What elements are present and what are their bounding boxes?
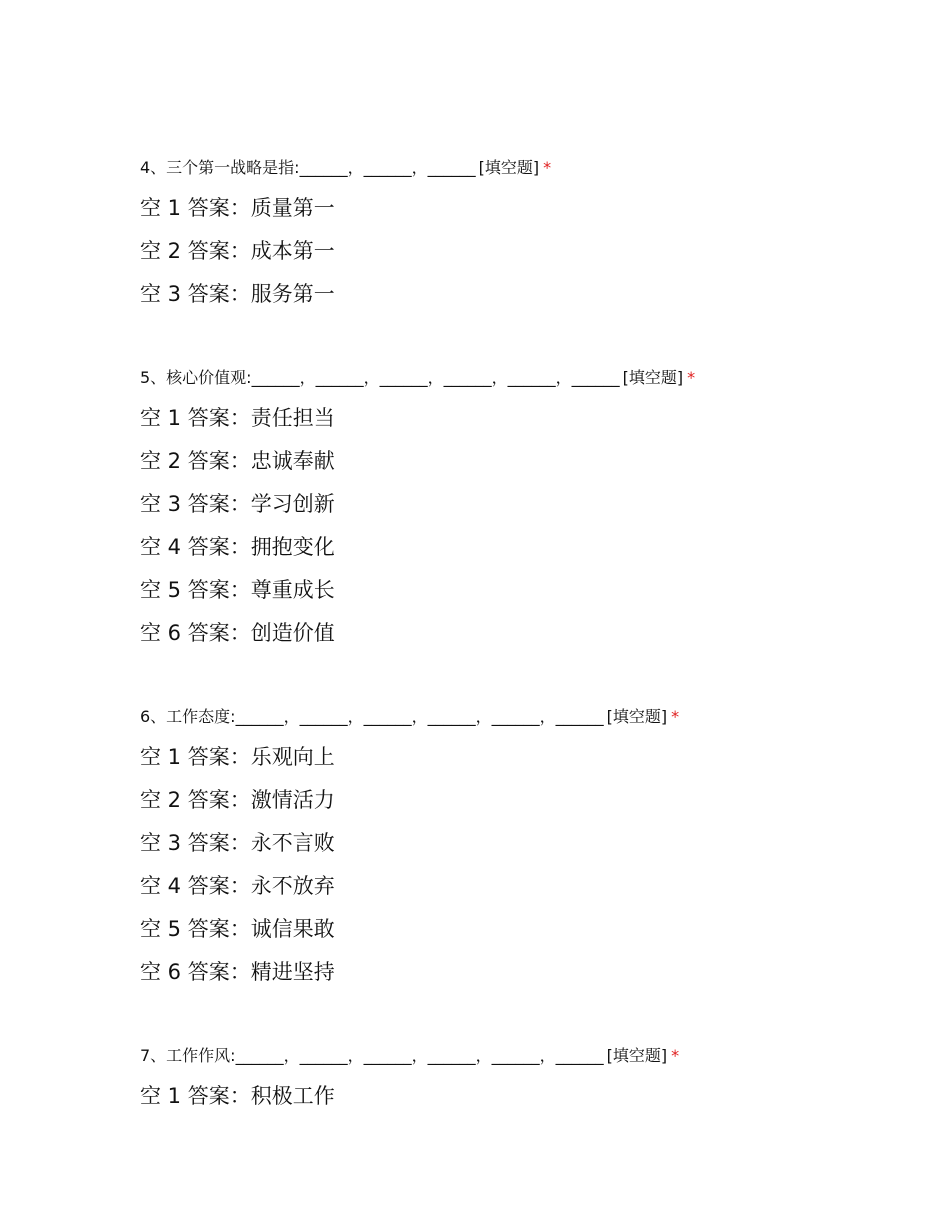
question-5 (140, 367, 920, 647)
question-text: 6、工作态度:______，______，______，______，______，______ (140, 707, 604, 726)
question-title (140, 367, 920, 389)
question-4 (140, 157, 920, 308)
answer-list (140, 194, 920, 308)
answer-list (140, 1082, 920, 1110)
answer-item: 空 1 答案：质量第一 (140, 196, 335, 220)
required-marker: * (671, 707, 680, 726)
answer-item: 空 1 答案：责任担当 (140, 406, 335, 430)
answer-item: 空 4 答案：拥抱变化 (140, 535, 335, 559)
question-type-label: [填空题] (478, 158, 540, 177)
required-marker: * (687, 368, 696, 387)
question-text: 4、三个第一战略是指:______，______，______ (140, 158, 476, 177)
answer-list (140, 743, 920, 986)
question-type-label: [填空题] (606, 707, 668, 726)
answer-item: 空 3 答案：服务第一 (140, 282, 335, 306)
required-marker: * (543, 158, 552, 177)
question-type-label: [填空题] (606, 1046, 668, 1065)
answer-item: 空 3 答案：学习创新 (140, 492, 335, 516)
answer-item: 空 3 答案：永不言败 (140, 831, 335, 855)
question-text: 7、工作作风:______，______，______，______，______，______ (140, 1046, 604, 1065)
answer-item: 空 2 答案：忠诚奉献 (140, 449, 335, 473)
answer-item: 空 1 答案：积极工作 (140, 1084, 335, 1108)
answer-item: 空 5 答案：诚信果敢 (140, 917, 335, 941)
answer-item: 空 2 答案：激情活力 (140, 788, 335, 812)
answer-item: 空 2 答案：成本第一 (140, 239, 335, 263)
answer-item: 空 6 答案：精进坚持 (140, 960, 335, 984)
answer-list (140, 404, 920, 647)
question-6 (140, 706, 920, 986)
question-title (140, 706, 920, 728)
required-marker: * (671, 1046, 680, 1065)
answer-item: 空 1 答案：乐观向上 (140, 745, 335, 769)
answer-item: 空 4 答案：永不放弃 (140, 874, 335, 898)
answer-item: 空 5 答案：尊重成长 (140, 578, 335, 602)
question-text: 5、核心价值观:______，______，______，______，______，______ (140, 368, 620, 387)
question-title (140, 1045, 920, 1067)
answer-item: 空 6 答案：创造价值 (140, 621, 335, 645)
question-type-label: [填空题] (622, 368, 684, 387)
question-7 (140, 1045, 920, 1110)
question-title (140, 157, 920, 179)
